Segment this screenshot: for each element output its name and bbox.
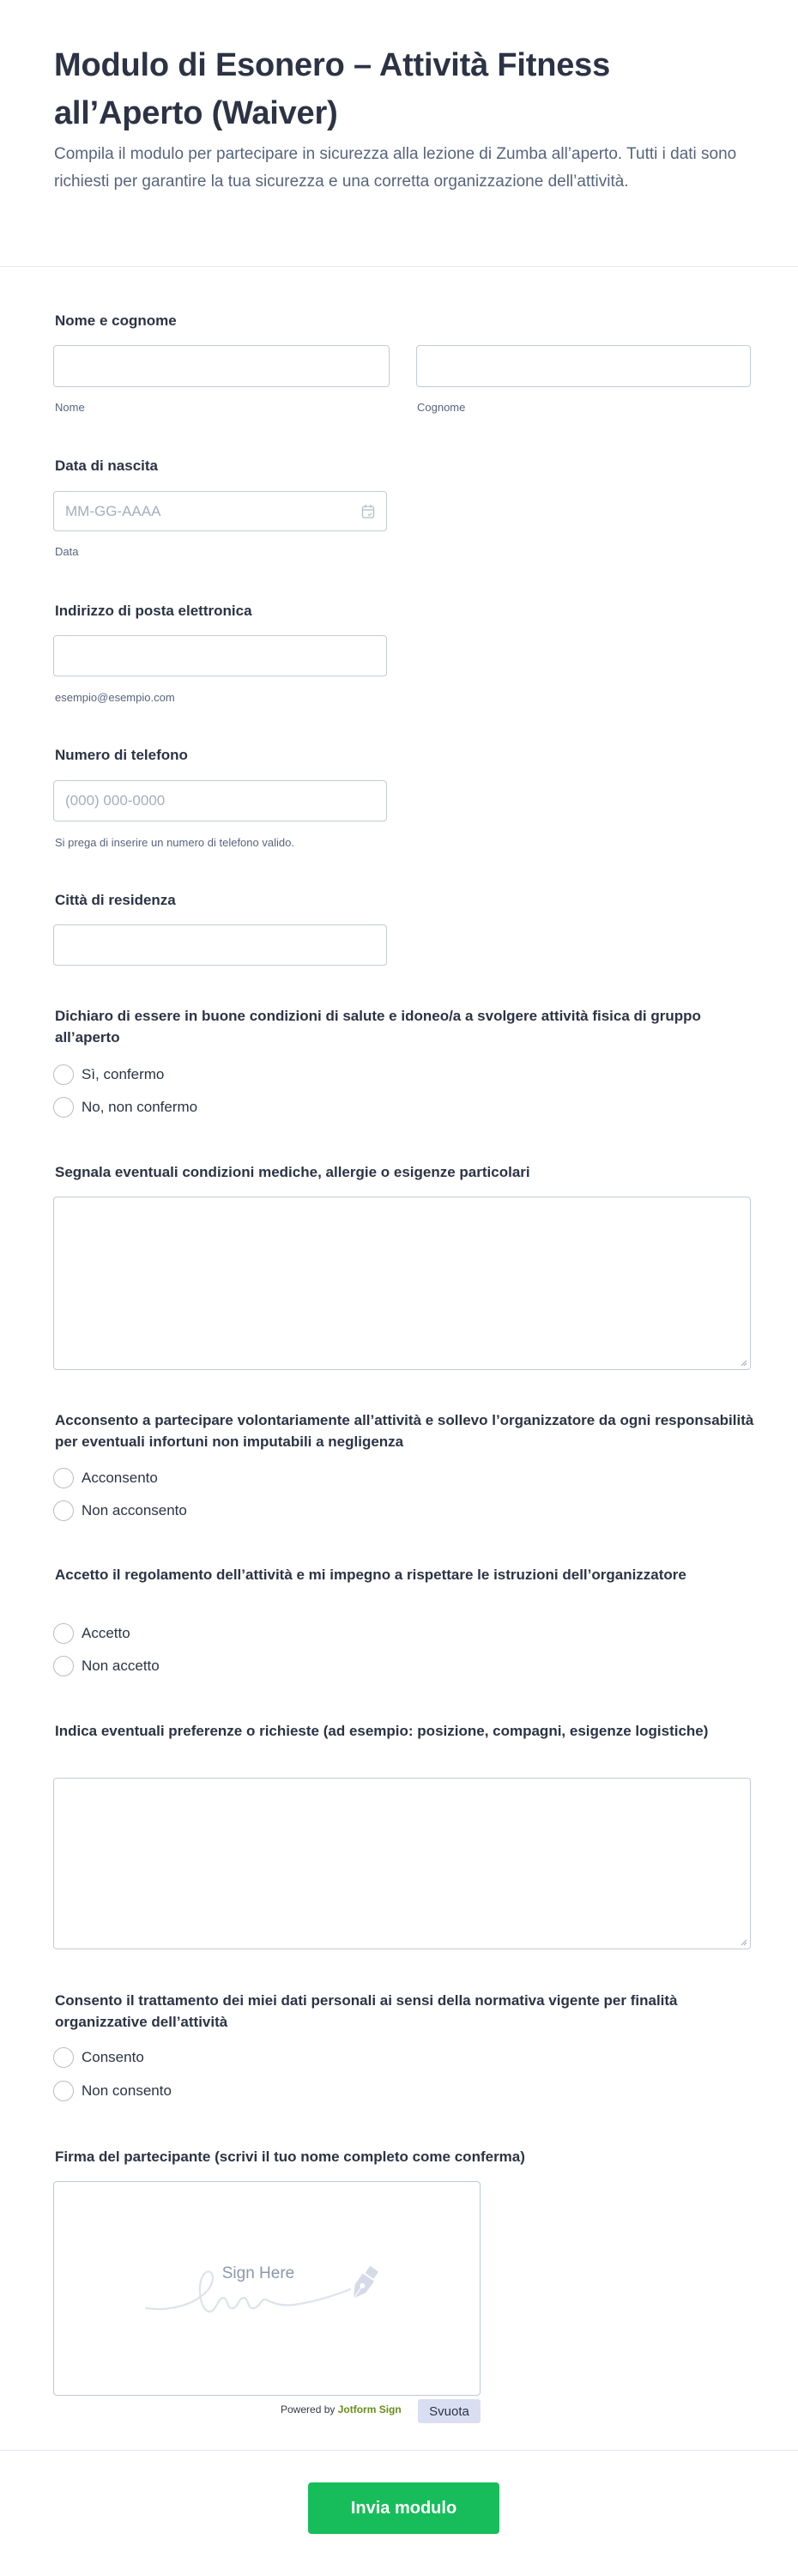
jotform-sign-link[interactable]: Jotform Sign [337, 2403, 402, 2415]
last-name-sublabel: Cognome [417, 401, 466, 414]
radio-label: Acconsento [82, 1470, 158, 1486]
radio-label: Non consento [82, 2082, 172, 2099]
city-input[interactable] [53, 924, 387, 966]
preferences-textarea[interactable] [53, 1778, 751, 1949]
radio-label: No, non confermo [82, 1099, 198, 1115]
rules-option-decline[interactable] [53, 1655, 160, 1677]
sign-here-placeholder: Sign Here [221, 2264, 295, 2282]
medical-label: Segnala eventuali condizioni mediche, allergie o esigenze particolari [55, 1164, 530, 1180]
radio-label: Non acconsento [82, 1502, 187, 1518]
submit-button[interactable]: Invia modulo [308, 2482, 499, 2534]
last-name-input[interactable] [416, 345, 751, 387]
clear-signature-button[interactable]: Svuota [418, 2399, 481, 2423]
birth-date-label: Data di nascita [55, 458, 158, 474]
preferences-label: Indica eventuali preferenze o richieste (ad esempio: posizione, compagni, esigenze logistiche) [55, 1723, 709, 1739]
radio-label: Non accetto [82, 1658, 160, 1674]
footer-divider [0, 2450, 798, 2451]
form-description: Compila il modulo per partecipare in sicurezza alla lezione di Zumba all’aperto. Tutti i dati sono richiesti per garantire la tua sicurezza e una corretta organizzazione dell’attività. [54, 145, 737, 191]
powered-by-text [281, 2403, 402, 2415]
medical-textarea[interactable] [53, 1197, 751, 1370]
signature-pad[interactable] [53, 2181, 481, 2396]
calendar-icon[interactable] [361, 504, 375, 519]
powered-by-label: Powered by [281, 2403, 336, 2415]
radio-button[interactable] [53, 1623, 74, 1644]
privacy-option-decline[interactable] [53, 2080, 172, 2102]
form-title [54, 41, 741, 137]
liability-option-decline[interactable] [53, 1500, 187, 1522]
signature-label: Firma del partecipante (scrivi il tuo nome completo come conferma) [55, 2149, 525, 2165]
radio-button[interactable] [53, 1656, 74, 1676]
radio-label: Sì, confermo [82, 1066, 165, 1082]
liability-option-accept[interactable] [53, 1467, 158, 1489]
rules-label: Accetto il regolamento dell’attività e mi impegno a rispettare le istruzioni dell’organizzatore [55, 1567, 686, 1583]
liability-label: Acconsento a partecipare volontariamente all’attività e sollevo l’organizzatore da ogni responsabilità per eventuali infortuni non imputabili a negligenza [55, 1412, 754, 1450]
radio-button[interactable] [53, 2047, 74, 2068]
phone-label: Numero di telefono [55, 747, 188, 763]
city-label: Città di residenza [55, 892, 176, 908]
radio-label: Accetto [82, 1625, 130, 1641]
header-divider [0, 266, 798, 267]
first-name-sublabel: Nome [55, 401, 85, 414]
resize-grip-icon[interactable] [740, 1359, 747, 1367]
phone-placeholder: (000) 000-0000 [65, 792, 166, 809]
rules-option-accept[interactable] [53, 1622, 130, 1645]
health-option-yes[interactable] [53, 1064, 164, 1086]
birth-date-sublabel: Data [55, 545, 79, 558]
birth-date-input[interactable] [53, 491, 387, 531]
birth-date-placeholder: MM-GG-AAAA [65, 502, 161, 519]
resize-grip-icon[interactable] [740, 1938, 747, 1946]
phone-sublabel: Si prega di inserire un numero di telefono valido. [55, 836, 294, 849]
privacy-option-accept[interactable] [53, 2046, 144, 2069]
radio-button[interactable] [53, 1064, 74, 1085]
health-option-no[interactable] [53, 1096, 197, 1118]
first-name-input[interactable] [53, 345, 390, 387]
radio-button[interactable] [53, 1097, 74, 1118]
email-label: Indirizzo di posta elettronica [55, 603, 252, 619]
form-title-line-2: all’Aperto (Waiver) [54, 95, 338, 131]
phone-input[interactable] [53, 780, 387, 821]
form-title-line-1: Modulo di Esonero – Attività Fitness [54, 47, 611, 83]
email-sublabel: esempio@esempio.com [55, 691, 175, 704]
health-label: Dichiaro di essere in buone condizioni di salute e idoneo/a a svolgere attività fisica di gruppo all’aperto [55, 1008, 701, 1046]
radio-button[interactable] [53, 1500, 74, 1521]
radio-label: Consento [82, 2049, 144, 2065]
radio-button[interactable] [53, 1468, 74, 1488]
radio-button[interactable] [53, 2081, 74, 2101]
privacy-label: Consento il trattamento dei miei dati personali ai sensi della normativa vigente per finalità organizzative dell’attività [55, 1992, 678, 2030]
email-input[interactable] [53, 635, 387, 676]
full-name-label: Nome e cognome [55, 312, 177, 329]
